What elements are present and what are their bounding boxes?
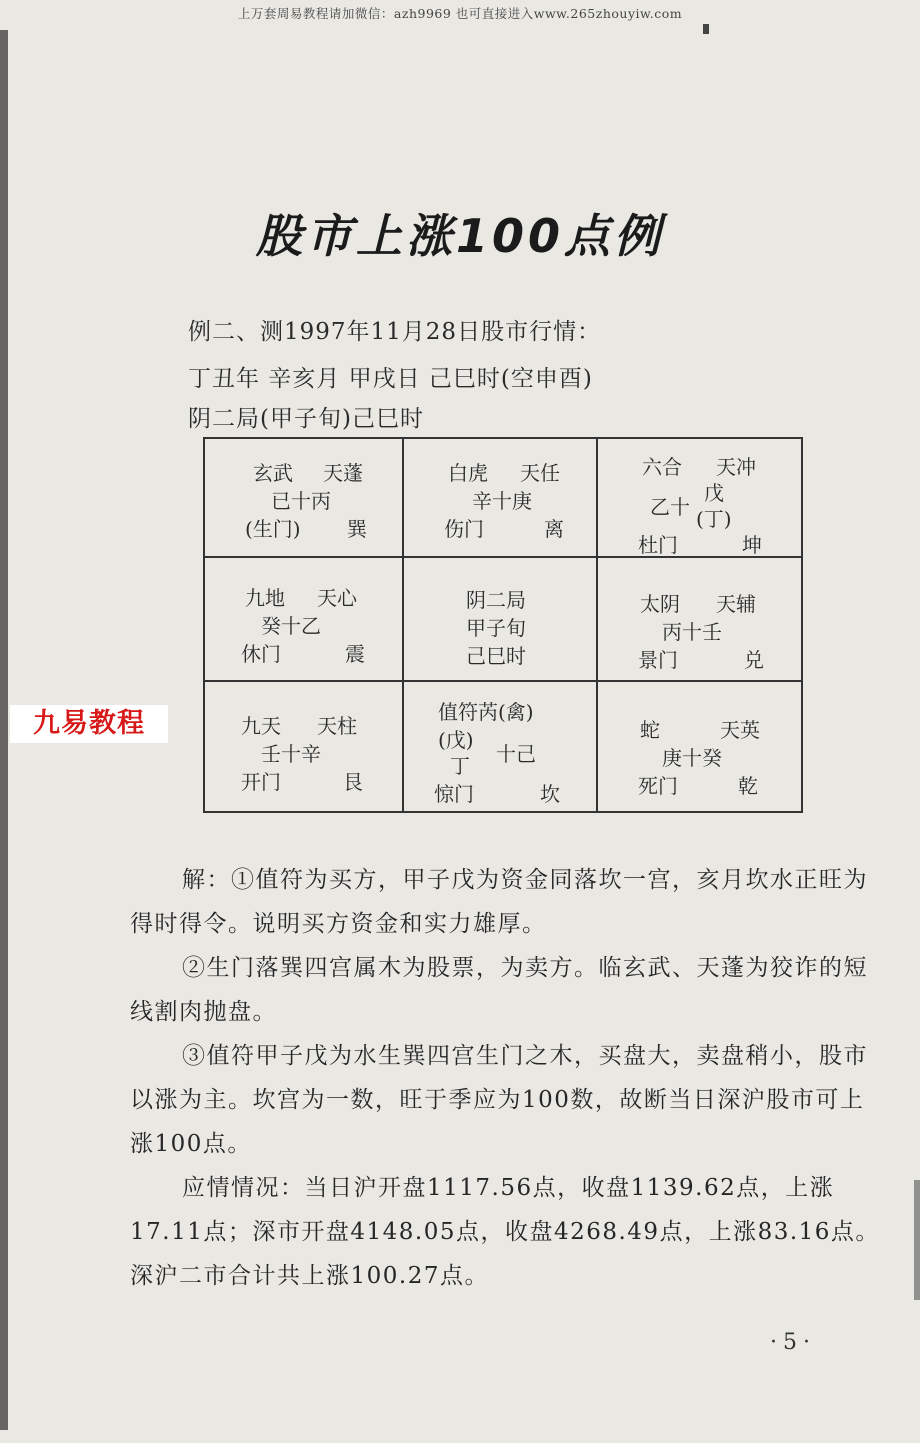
palace-gen-star: 天柱 bbox=[317, 714, 357, 738]
palace-gen-stems: 壬十辛 bbox=[261, 742, 321, 766]
solution-paragraph-1: 解：①值符为买方，甲子戊为资金同落坎一宫，亥月坎水正旺为得时得令。说明买方资金和实力雄厚。 bbox=[130, 867, 868, 937]
palace-dui-name: 兑 bbox=[744, 648, 764, 672]
intro-line-2: 丁丑年 辛亥月 甲戌日 己巳时(空申酉) bbox=[188, 366, 593, 392]
palace-kun-star: 天冲 bbox=[716, 455, 756, 479]
header-watermark-text: 上万套周易教程请加微信：azh9969 也可直接进入www.265zhouyiw.com bbox=[237, 6, 683, 21]
palace-dui-deity: 太阴 bbox=[640, 592, 680, 616]
solution-paragraph-3: ③值符甲子戊为水生巽四宫生门之木，买盘大，卖盘稍小，股市以涨为主。坎宫为一数，旺于季应为100数，故断当日深沪股市可上涨100点。 bbox=[130, 1043, 868, 1157]
watermark-logo: 九易教程 bbox=[10, 705, 168, 743]
intro-line-1: 例二、测1997年11月28日股市行情： bbox=[188, 319, 602, 345]
palace-dui-stems: 丙十壬 bbox=[662, 620, 722, 644]
scan-edge-right bbox=[914, 1180, 920, 1300]
palace-xun-name: 巽 bbox=[347, 517, 367, 541]
solution-paragraph-4: 应情情况：当日沪开盘1117.56点，收盘1139.62点，上涨17.11点；深市开盘4148.05点，收盘4268.49点，上涨83.16点。深沪二市合计共上涨100.27点。 bbox=[130, 1175, 880, 1289]
palace-kun-door: 杜门 bbox=[638, 533, 678, 557]
palace-zhen-door: 休门 bbox=[241, 642, 281, 666]
palace-zhen-star: 天心 bbox=[317, 586, 357, 610]
solution-paragraph-2: ②生门落巽四宫属木为股票，为卖方。临玄武、天蓬为狡诈的短线割肉抛盘。 bbox=[130, 955, 868, 1025]
palace-qian-stems: 庚十癸 bbox=[662, 746, 722, 770]
page-number: ·5· bbox=[770, 1330, 816, 1355]
palace-center-hour: 己巳时 bbox=[466, 644, 526, 668]
palace-kan-stem-b: 丁 bbox=[450, 754, 470, 778]
page-title: 股市上涨100点例 bbox=[255, 209, 665, 263]
palace-qian bbox=[598, 682, 801, 811]
palace-gen-door: 开门 bbox=[241, 770, 281, 794]
palace-center bbox=[404, 558, 598, 682]
palace-kan-stem-a: (戊) bbox=[438, 728, 474, 752]
palace-zhen-stems: 癸十乙 bbox=[261, 614, 321, 638]
palace-xun bbox=[205, 439, 404, 558]
qimen-chart bbox=[203, 437, 803, 813]
palace-li bbox=[404, 439, 598, 558]
palace-li-name: 离 bbox=[544, 517, 564, 541]
palace-xun-door: (生门) bbox=[245, 517, 301, 541]
palace-qian-deity: 蛇 bbox=[640, 718, 660, 742]
palace-kan-deity: 值符芮(禽) bbox=[438, 700, 534, 724]
palace-zhen bbox=[205, 558, 404, 682]
palace-qian-name: 乾 bbox=[738, 774, 758, 798]
palace-center-xun: 甲子旬 bbox=[466, 616, 526, 640]
palace-gen-deity: 九天 bbox=[241, 714, 281, 738]
palace-kun-name: 坤 bbox=[742, 533, 762, 557]
palace-qian-door: 死门 bbox=[638, 774, 678, 798]
palace-dui bbox=[598, 558, 801, 682]
palace-zhen-deity: 九地 bbox=[245, 586, 285, 610]
palace-kun-stem-c: (丁) bbox=[696, 507, 732, 531]
palace-kun-deity: 六合 bbox=[642, 455, 682, 479]
palace-kun-stem-a: 乙十 bbox=[650, 495, 690, 519]
palace-kan-door: 惊门 bbox=[434, 782, 474, 806]
palace-xun-star: 天蓬 bbox=[323, 461, 363, 485]
palace-kun-stem-b: 戊 bbox=[704, 481, 724, 505]
palace-kan-stem-c: 十己 bbox=[496, 742, 536, 766]
palace-xun-stems: 已十丙 bbox=[271, 489, 331, 513]
palace-li-door: 伤门 bbox=[444, 517, 484, 541]
palace-li-star: 天任 bbox=[520, 461, 560, 485]
intro-line-3: 阴二局(甲子旬)己巳时 bbox=[188, 406, 424, 432]
palace-center-ju: 阴二局 bbox=[466, 588, 526, 612]
palace-gen-name: 艮 bbox=[343, 770, 363, 794]
palace-kan bbox=[404, 682, 598, 811]
palace-xun-deity: 玄武 bbox=[253, 461, 293, 485]
palace-dui-door: 景门 bbox=[638, 648, 678, 672]
palace-kun bbox=[598, 439, 801, 558]
scan-mark bbox=[703, 24, 709, 34]
palace-dui-star: 天辅 bbox=[716, 592, 756, 616]
palace-kan-name: 坎 bbox=[540, 782, 560, 806]
palace-qian-star: 天英 bbox=[720, 718, 760, 742]
palace-gen bbox=[205, 682, 404, 811]
palace-li-deity: 白虎 bbox=[448, 461, 488, 485]
palace-li-stems: 辛十庚 bbox=[472, 489, 532, 513]
palace-zhen-name: 震 bbox=[345, 642, 365, 666]
